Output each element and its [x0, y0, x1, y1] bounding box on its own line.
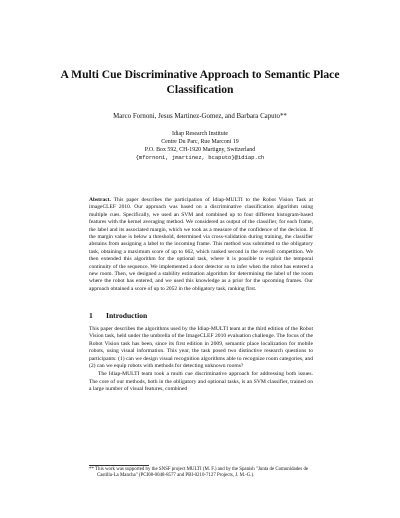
body-paragraph-1: This paper describes the algorithms used by the Idiap-MULTI team at the third edition of the Robot Vision task, held under the umbrella of the ImageCLEF 2010 evaluation challenge. The focus of the Robot Vision task has been, since its first edition in 2009, semantic place localization for mobile robots, using visual information. This year, the task posed two distinctive research questions to participants: (1) can we design visual recognition algorithms able to recognize room categories, and (2) can we equip robots with methods for detecting unknown rooms?: [89, 326, 313, 370]
author-list: Marco Fornoni, Jesus Martinez-Gomez, and Barbara Caputo**: [113, 113, 287, 120]
affiliation-emails: {mfornoni, jmartinez, bcaputo}@idiap.ch: [135, 154, 265, 161]
body-paragraph-2: The Idiap-MULTI team took a multi cue discriminative approach for addressing both issues. The core of our methods, both in the obligatory and optional tasks, is an SVM classifier, trained on a large number of visual features, combined: [89, 371, 313, 393]
abstract-label: Abstract.: [89, 197, 111, 203]
section-heading: [89, 311, 147, 320]
footnote-marker: **: [89, 467, 94, 472]
paper-title: A Multi Cue Discriminative Approach to Semantic Place Classification: [60, 68, 340, 96]
section-number: 1: [89, 311, 93, 320]
affiliation-institute: Idiap Research Institute: [172, 131, 228, 137]
footnote-text: This work was supported by the SNSF project MULTI (M. F.) and by the Spanish "Junta de Comunidades de Castilla-La Mancha" (PCI08-0048-8577 and PBI-0210-7127 Projects, J. M.-G.).: [95, 467, 309, 479]
section-body: [89, 326, 313, 394]
footnote: [89, 467, 313, 480]
affiliation-block: [60, 130, 340, 162]
abstract-block: [89, 197, 313, 293]
affiliation-street: Centre Du Parc, Rue Marconi 19: [161, 139, 239, 145]
footnote-divider: [89, 465, 149, 466]
abstract-text: This paper describes the participation of Idiap-MULTI to the Robot Vision Task at imageCLEF 2010. Our approach was based on a discriminative classification algorithm using multiple cues. Specifically, we used an SVM and combined up to four different histogram-based features with the kernel averaging method. We considered as output of the classifier, for each frame, the label and its associated margin, which we took as a measure of the confidence of the decision. If the margin value is below a threshold, determined via cross-validation during training, the classifier abstains from assigning a label to the incoming frame. This method was submitted to the obligatory task, obtaining a maximum score of up to 662, which ranked second in the overall competition. We then extended this algorithm for the optional task, where it is possible to exploit the temporal continuity of the sequence. We implemented a door detector so to infer when the robot has entered a new room. Then, we designed a stability estimation algorithm for determining the label of the room where the robot has entered, and we used this knowledge as a prior for the upcoming frames. Our approach obtained a score of up to 2052 in the obligatory task, ranking first.: [89, 197, 313, 292]
section-title: Introduction: [106, 311, 148, 320]
affiliation-city: P.O. Box 592, CH-1920 Martigny, Switzerland: [144, 147, 256, 153]
